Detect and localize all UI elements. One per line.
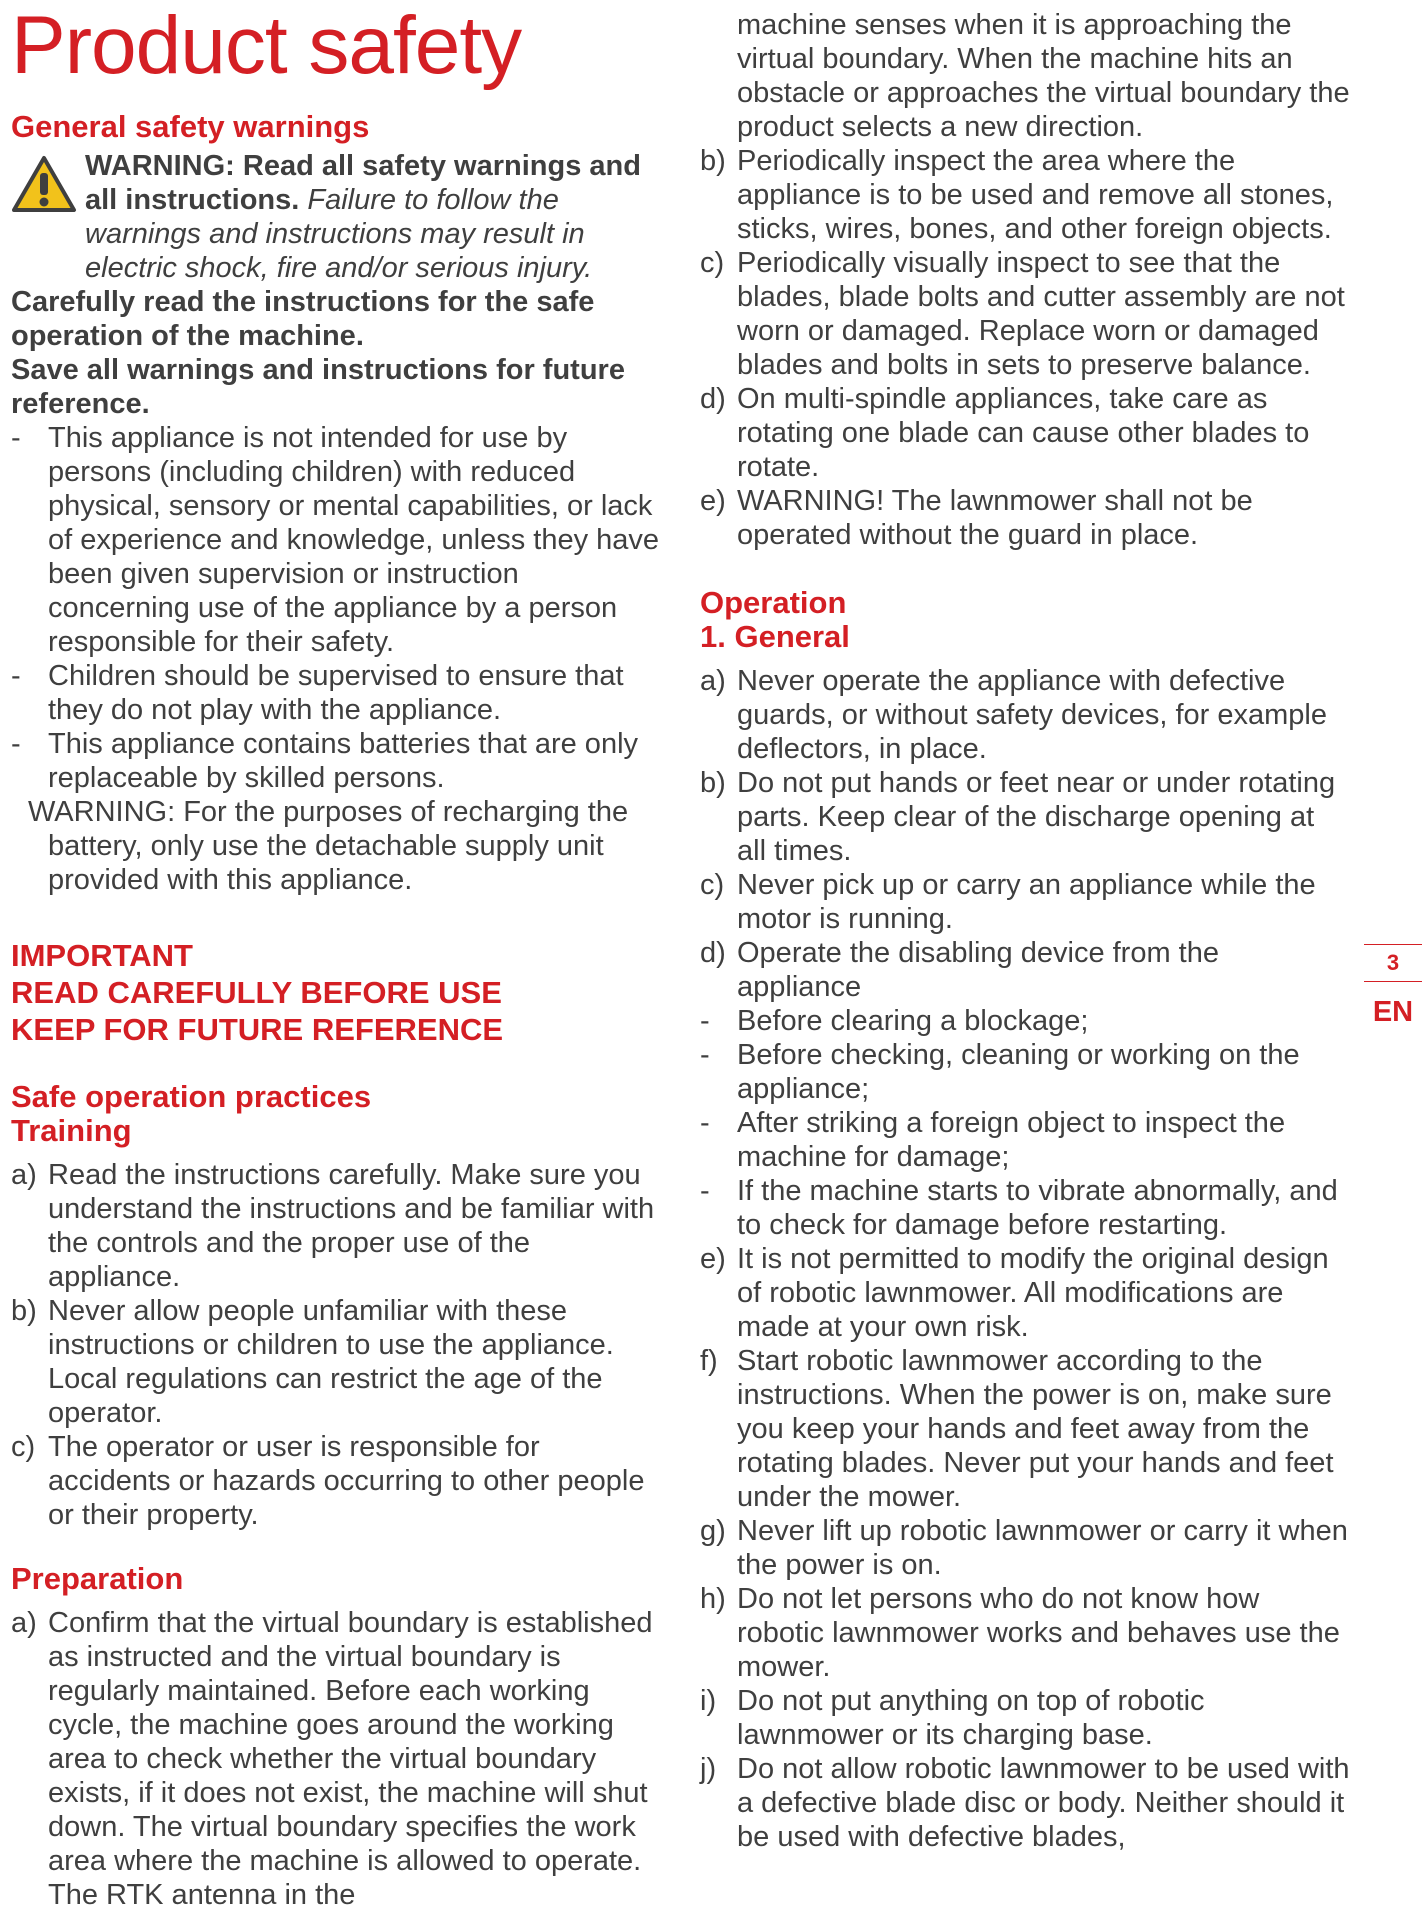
important-block (11, 937, 661, 1048)
list-item: e) WARNING! The lawnmower shall not be operated without the guard in place. (700, 485, 1253, 551)
list-item: - This appliance contains batteries that are only replaceable by skilled persons. (11, 728, 639, 794)
list-item: b) Never allow people unfamiliar with these instructions or children to use the appliance. Local regulations can restrict the age of the operator. (11, 1295, 614, 1429)
side-tab-rule (1364, 981, 1422, 982)
warning-triangle-icon (11, 155, 77, 213)
list-item: b) Do not put hands or feet near or under rotating parts. Keep clear of the discharge opening at all times. (700, 767, 1336, 867)
important-line: KEEP FOR FUTURE REFERENCE (11, 1012, 504, 1047)
list-item: a) Never operate the appliance with defective guards, or without safety devices, for example deflectors, in place. (700, 665, 1327, 765)
list-item: - This appliance is not intended for use by persons (including children) with reduced physical, sensory or mental capabilities, or lack of experience and knowledge, unless they have been given supervision or instruction concerning use of the appliance by a person responsible for their safety. (11, 422, 660, 658)
list-item: e) It is not permitted to modify the original design of robotic lawnmower. All modifications are made at your own risk. (700, 1243, 1329, 1343)
list-item: - Before clearing a blockage; (700, 1005, 1089, 1037)
right-column (700, 8, 1350, 1854)
warning-italic-text: Failure to follow the warnings and instructions may result in electric shock, fire and/or serious injury. (85, 184, 593, 284)
list-item: g) Never lift up robotic lawnmower or carry it when the power is on. (700, 1515, 1348, 1581)
preparation-list (700, 144, 1350, 552)
list-item: f) Start robotic lawnmower according to the instructions. When the power is on, make sure you keep your hands and feet away from the rotating blades. Never put your hands and feet under the mower. (700, 1345, 1334, 1513)
training-heading: Training (11, 1113, 132, 1148)
preparation-continued: machine senses when it is approaching the virtual boundary. When the machine hits an obstacle or approaches the virtual boundary the product selects a new direction. (737, 9, 1350, 143)
list-item: c) Never pick up or carry an appliance while the motor is running. (700, 869, 1316, 935)
list-item: - Children should be supervised to ensure that they do not play with the appliance. (11, 660, 624, 726)
list-item: h) Do not let persons who do not know how robotic lawnmower works and behaves use the mower. (700, 1583, 1340, 1683)
operation-list (700, 664, 1350, 1854)
list-item: a) Read the instructions carefully. Make sure you understand the instructions and be familiar with the controls and the proper use of the appliance. (11, 1159, 655, 1293)
list-item: b) Periodically inspect the area where the appliance is to be used and remove all stones, sticks, wires, bones, and other foreign objects. (700, 145, 1334, 245)
list-item: d) Operate the disabling device from the appliance (700, 937, 1219, 1003)
warning-bold-text: WARNING: Read all safety warnings and all instructions. (85, 150, 641, 216)
list-item: c) Periodically visually inspect to see that the blades, blade bolts and cutter assembly are not worn or damaged. Replace worn or damaged blades and bolts in sets to preserve balance. (700, 247, 1345, 381)
read-instructions-text: Carefully read the instructions for the safe operation of the machine. (11, 286, 595, 352)
list-item: - After striking a foreign object to inspect the machine for damage; (700, 1107, 1286, 1173)
warning-text (11, 149, 661, 285)
important-line: READ CAREFULLY BEFORE USE (11, 975, 502, 1010)
save-warnings-text: Save all warnings and instructions for future reference. (11, 354, 625, 420)
general-safety-heading: General safety warnings (11, 109, 370, 144)
page-number: 3 (1386, 950, 1400, 975)
recharge-warning: WARNING: For the purposes of recharging the battery, only use the detachable supply unit provided with this appliance. (28, 796, 629, 896)
list-item: i) Do not put anything on top of robotic lawnmower or its charging base. (700, 1685, 1205, 1751)
operation-heading: Operation (700, 585, 847, 620)
left-column (11, 0, 661, 1912)
safe-operation-heading: Safe operation practices (11, 1079, 372, 1114)
general-subheading: 1. General (700, 619, 850, 654)
list-item: a) Confirm that the virtual boundary is established as instructed and the virtual boundary is regularly maintained. Before each working cycle, the machine goes around the working area to check whether the virtual boundary exists, if it does not exist, the machine will shut down. The virtual boundary specifies the work area where the machine is allowed to operate. The RTK antenna in the (11, 1607, 653, 1911)
preparation-heading: Preparation (11, 1561, 184, 1596)
language-label: EN (1372, 996, 1414, 1028)
warning-block (11, 149, 661, 285)
page-side-tab (1364, 944, 1422, 1032)
training-list (11, 1158, 661, 1532)
list-item: j) Do not allow robotic lawnmower to be used with a defective blade disc or body. Neither should it be used with defective blades, (700, 1753, 1350, 1853)
dash-list (11, 421, 661, 795)
important-line: IMPORTANT (11, 938, 193, 973)
list-item: - If the machine starts to vibrate abnormally, and to check for damage before restarting. (700, 1175, 1338, 1241)
page-title: Product safety (11, 0, 522, 91)
list-item: c) The operator or user is responsible for accidents or hazards occurring to other people or their property. (11, 1431, 645, 1531)
list-item: - Before checking, cleaning or working on the appliance; (700, 1039, 1300, 1105)
list-item: d) On multi-spindle appliances, take care as rotating one blade can cause other blades to rotate. (700, 383, 1310, 483)
